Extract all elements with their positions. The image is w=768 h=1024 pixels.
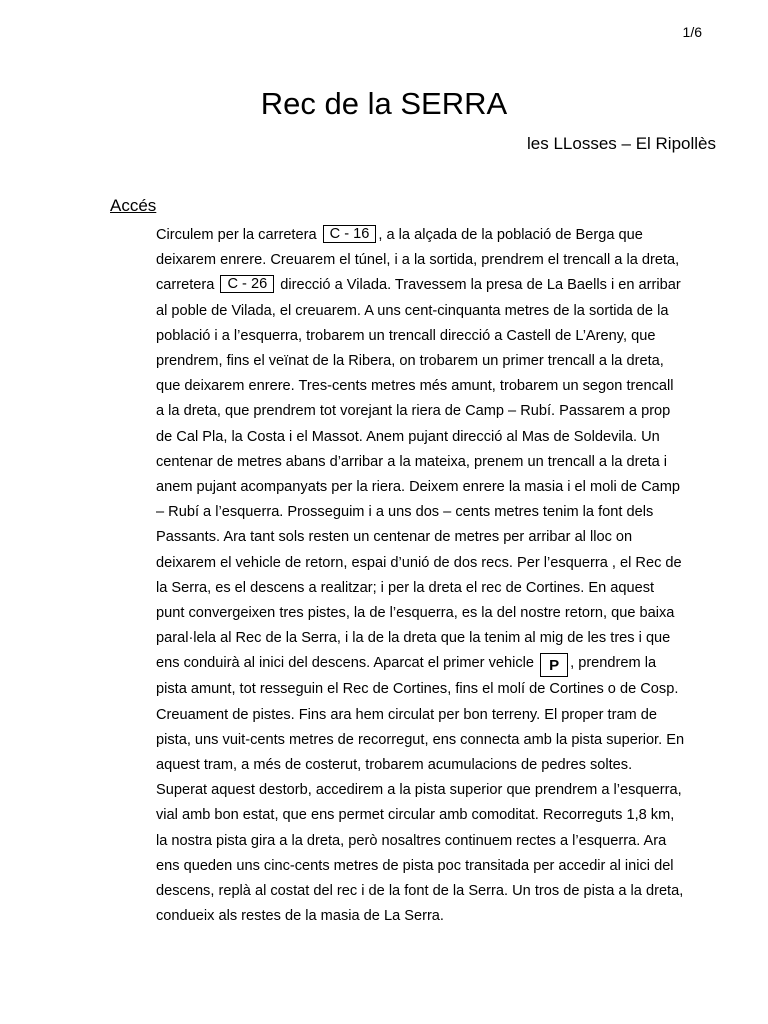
text-line: Superat aquest destorb, accedirem a la pista superior que prendrem a l’esquerra, xyxy=(156,782,682,799)
text-line: punt convergeixen tres pistes, la de l’esquerra, es la del nostre retorn, que baixa xyxy=(156,605,675,622)
text-line: ens queden uns cinc-cents metres de pista poc transitada per accedir al inici del xyxy=(156,857,674,874)
section-heading-acces: Accés xyxy=(110,196,157,215)
road-sign-c26: C - 26 xyxy=(220,275,274,293)
text-line: prendrem, fins el veïnat de la Ribera, on trobarem un primer trencall a la dreta, xyxy=(156,353,664,370)
page-subtitle: les LLosses – El Ripollès xyxy=(527,134,716,153)
text-line: anem pujant acompanyats per la riera. Deixem enrere la masia i el moli de Camp xyxy=(156,479,680,496)
text-line: la Serra, es el descens a realitzar; i per la dreta el rec de Cortines. En aquest xyxy=(156,579,655,596)
text-line: – Rubí a l’esquerra. Prosseguim i a uns dos – cents metres tenim la font dels xyxy=(156,504,654,521)
text-line: pista, uns vuit-cents metres de recorregut, ens connecta amb la pista superior. En xyxy=(156,731,685,748)
text-segment: ens conduirà al inici del descens. Aparcat el primer vehicle xyxy=(156,655,539,672)
text-line: pista amunt, tot resseguin el Rec de Cortines, fins el molí de Cortines o de Cosp. xyxy=(156,681,679,698)
text-line: condueix als restes de la masia de La Serra. xyxy=(156,908,444,925)
text-line: al poble de Vilada, el creuarem. A uns cent-cinquanta metres de la sortida de la xyxy=(156,302,669,319)
text-line: centenar de metres abans d’arribar a la mateixa, prenem un trencall a la dreta i xyxy=(156,453,668,470)
text-line: de Cal Pla, la Costa i el Massot. Anem pujant direcció al Mas de Soldevila. Un xyxy=(156,428,660,445)
text-line: deixarem enrere. Creuarem el túnel, i a la sortida, prendrem el trencall a la dreta, xyxy=(156,252,680,269)
text-line: Creuament de pistes. Fins ara hem circulat per bon terreny. El proper tram de xyxy=(156,706,658,723)
body-paragraph xyxy=(156,223,722,929)
road-sign-c16: C - 16 xyxy=(323,225,377,243)
text-line xyxy=(156,223,722,248)
text-segment: , a la alçada de la població de Berga que xyxy=(378,227,643,243)
text-line: vial amb bon estat, que ens permet circular amb comoditat. Recorreguts 1,8 km, xyxy=(156,807,675,824)
parking-sign: P xyxy=(540,653,568,677)
text-line: que deixarem enrere. Tres-cents metres més amunt, trobarem un segon trencall xyxy=(156,378,674,395)
text-line: descens, replà al costat del rec i de la font de la Serra. Un tros de pista a la dreta, xyxy=(156,883,684,900)
text-segment: , prendrem la xyxy=(570,655,657,672)
text-segment: direcció a Vilada. Travessem la presa de La Baells i en arribar xyxy=(276,277,681,294)
text-line xyxy=(156,651,722,677)
text-line: aquest tram, a més de costerut, trobarem acumulacions de pedres soltes. xyxy=(156,757,633,774)
text-line: a la dreta, que prendrem tot vorejant la riera de Camp – Rubí. Passarem a prop xyxy=(156,403,671,420)
text-line: paral·lela al Rec de la Serra, i la de la dreta que la tenim al mig de les tres i que xyxy=(156,630,671,647)
text-line: deixarem el vehicle de retorn, espai d’unió de dos recs. Per l’esquerra , el Rec de xyxy=(156,554,682,571)
text-line: població i a l’esquerra, trobarem un trencall direcció a Castell de L’Areny, que xyxy=(156,327,656,344)
text-line xyxy=(156,273,722,298)
text-line: la nostra pista gira a la dreta, però nosaltres continuem rectes a l’esquerra. Ara xyxy=(156,832,667,849)
page-title: Rec de la SERRA xyxy=(260,86,508,121)
page-number: 1/6 xyxy=(682,24,702,40)
text-line: Passants. Ara tant sols resten un centenar de metres per arribar al lloc on xyxy=(156,529,633,546)
text-segment: carretera xyxy=(156,277,219,294)
text-segment: Circulem per la carretera xyxy=(156,227,321,243)
